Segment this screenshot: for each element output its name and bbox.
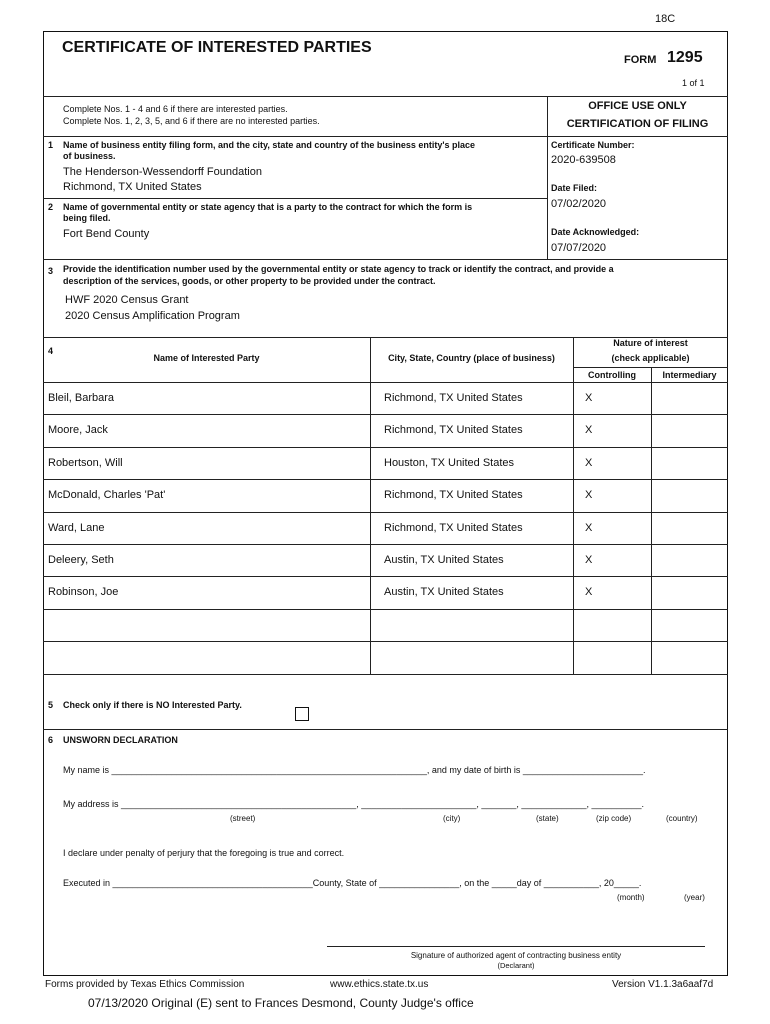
section3-label-line2: description of the services, goods, or other property to be provided under the contract. xyxy=(63,276,436,286)
form-title: CERTIFICATE OF INTERESTED PARTIES xyxy=(62,39,372,56)
date-acknowledged: 07/07/2020 xyxy=(551,242,607,254)
penalty-declaration: I declare under penalty of perjury that the foregoing is true and correct. xyxy=(63,848,345,858)
party-controlling-mark: X xyxy=(585,554,593,566)
table-row xyxy=(43,382,728,414)
table-row xyxy=(43,544,728,576)
date-filed: 07/02/2020 xyxy=(551,198,607,210)
party-name: Robertson, Will xyxy=(48,456,123,469)
section2-label-line2: being filed. xyxy=(63,213,111,223)
declarant-caption: (Declarant) xyxy=(497,961,535,970)
col-nature-subheader: (check applicable) xyxy=(611,353,690,363)
party-controlling-mark: X xyxy=(585,456,593,469)
section3-number: 3 xyxy=(48,266,54,276)
table-row xyxy=(43,447,728,479)
certificate-number: 2020-639508 xyxy=(551,154,616,166)
contract-description: 2020 Census Amplification Program xyxy=(65,310,240,322)
instructions-line1: Complete Nos. 1 - 4 and 6 if there are interested parties. xyxy=(63,104,288,114)
table-row xyxy=(43,609,728,641)
footer-website[interactable]: www.ethics.state.tx.us xyxy=(330,979,429,990)
col-intermediary-header: Intermediary xyxy=(662,370,717,380)
office-use-title: OFFICE USE ONLY xyxy=(588,100,687,112)
interested-parties-table xyxy=(43,382,728,674)
party-controlling-mark: X xyxy=(585,521,593,534)
instructions-line2: Complete Nos. 1, 2, 3, 5, and 6 if there are no interested parties. xyxy=(63,116,320,126)
party-name: McDonald, Charles 'Pat' xyxy=(48,489,166,502)
table-row xyxy=(43,576,728,608)
section1-number: 1 xyxy=(48,140,54,150)
table-row xyxy=(43,414,728,446)
city-caption: (city) xyxy=(443,814,461,823)
section6-title: UNSWORN DECLARATION xyxy=(63,735,178,745)
form-label: FORM xyxy=(624,54,657,66)
party-controlling-mark: X xyxy=(585,586,593,599)
business-entity-location: Richmond, TX United States xyxy=(63,181,202,193)
party-name: Moore, Jack xyxy=(48,424,108,437)
no-interested-party-checkbox[interactable] xyxy=(295,707,309,721)
col-nature-header: Nature of interest xyxy=(613,338,688,348)
filing-note: 07/13/2020 Original (E) sent to Frances Desmond, County Judge's office xyxy=(88,996,474,1010)
party-location: Austin, TX United States xyxy=(384,554,504,566)
party-name: Robinson, Joe xyxy=(48,586,119,599)
party-location: Richmond, TX United States xyxy=(384,392,523,404)
party-controlling-mark: X xyxy=(585,489,593,502)
party-name: Deleery, Seth xyxy=(48,554,114,566)
year-caption: (year) xyxy=(684,893,705,902)
declarant-address-line[interactable]: My address is _______________________________________________, _______________________, _______, _____________, __________. xyxy=(63,799,645,809)
certification-title: CERTIFICATION OF FILING xyxy=(566,118,709,130)
signature-caption: Signature of authorized agent of contracting business entity xyxy=(410,951,622,960)
declarant-name-line[interactable]: My name is _______________________________________________________________, and my date of birth is ________________________. xyxy=(63,765,646,775)
business-entity-name: The Henderson-Wessendorff Foundation xyxy=(63,166,262,178)
street-caption: (street) xyxy=(230,814,256,823)
section2-label-line1: Name of governmental entity or state agency that is a party to the contract for which the form is xyxy=(63,202,473,212)
signature-line[interactable] xyxy=(327,946,705,947)
party-name: Bleil, Barbara xyxy=(48,392,115,404)
country-caption: (country) xyxy=(666,814,698,823)
section6-number: 6 xyxy=(48,735,54,745)
contract-id: HWF 2020 Census Grant xyxy=(65,294,189,306)
party-location: Richmond, TX United States xyxy=(384,489,523,502)
month-caption: (month) xyxy=(617,893,645,902)
state-caption: (state) xyxy=(536,814,559,823)
col-controlling-header: Controlling xyxy=(588,370,636,380)
section1-label-line1: Name of business entity filing form, and the city, state and country of the business entity's place xyxy=(63,140,476,150)
executed-line[interactable]: Executed in ________________________________________County, State of ________________, on the _____day of ___________, 20_____. xyxy=(63,878,642,888)
date-filed-label: Date Filed: xyxy=(551,183,598,193)
footer-version: Version V1.1.3a6aaf7d xyxy=(612,979,714,990)
top-code: 18C xyxy=(655,13,676,25)
section4-number: 4 xyxy=(48,346,54,356)
section3-label-line1: Provide the identification number used by the governmental entity or state agency to track or identify the contract, and provide a xyxy=(63,264,614,274)
party-location: Austin, TX United States xyxy=(384,586,504,599)
section1-label-line2: of business. xyxy=(63,151,116,161)
section2-number: 2 xyxy=(48,202,54,212)
form-number: 1295 xyxy=(667,49,703,66)
governmental-entity: Fort Bend County xyxy=(63,228,150,240)
party-location: Richmond, TX United States xyxy=(384,424,523,437)
col-name-header: Name of Interested Party xyxy=(153,353,260,363)
table-row xyxy=(43,512,728,544)
table-row xyxy=(43,479,728,511)
table-row xyxy=(43,641,728,673)
footer-provider: Forms provided by Texas Ethics Commission xyxy=(45,979,245,990)
zip-caption: (zip code) xyxy=(596,814,632,823)
section5-number: 5 xyxy=(48,700,54,710)
party-controlling-mark: X xyxy=(585,392,593,404)
party-name: Ward, Lane xyxy=(48,521,105,534)
col-location-header: City, State, Country (place of business) xyxy=(388,353,555,363)
party-controlling-mark: X xyxy=(585,424,593,437)
party-location: Houston, TX United States xyxy=(384,456,515,469)
page-of: 1 of 1 xyxy=(682,78,705,88)
party-location: Richmond, TX United States xyxy=(384,521,523,534)
date-acknowledged-label: Date Acknowledged: xyxy=(551,227,640,237)
certificate-number-label: Certificate Number: xyxy=(551,140,635,150)
section5-label: Check only if there is NO Interested Party. xyxy=(63,700,242,710)
